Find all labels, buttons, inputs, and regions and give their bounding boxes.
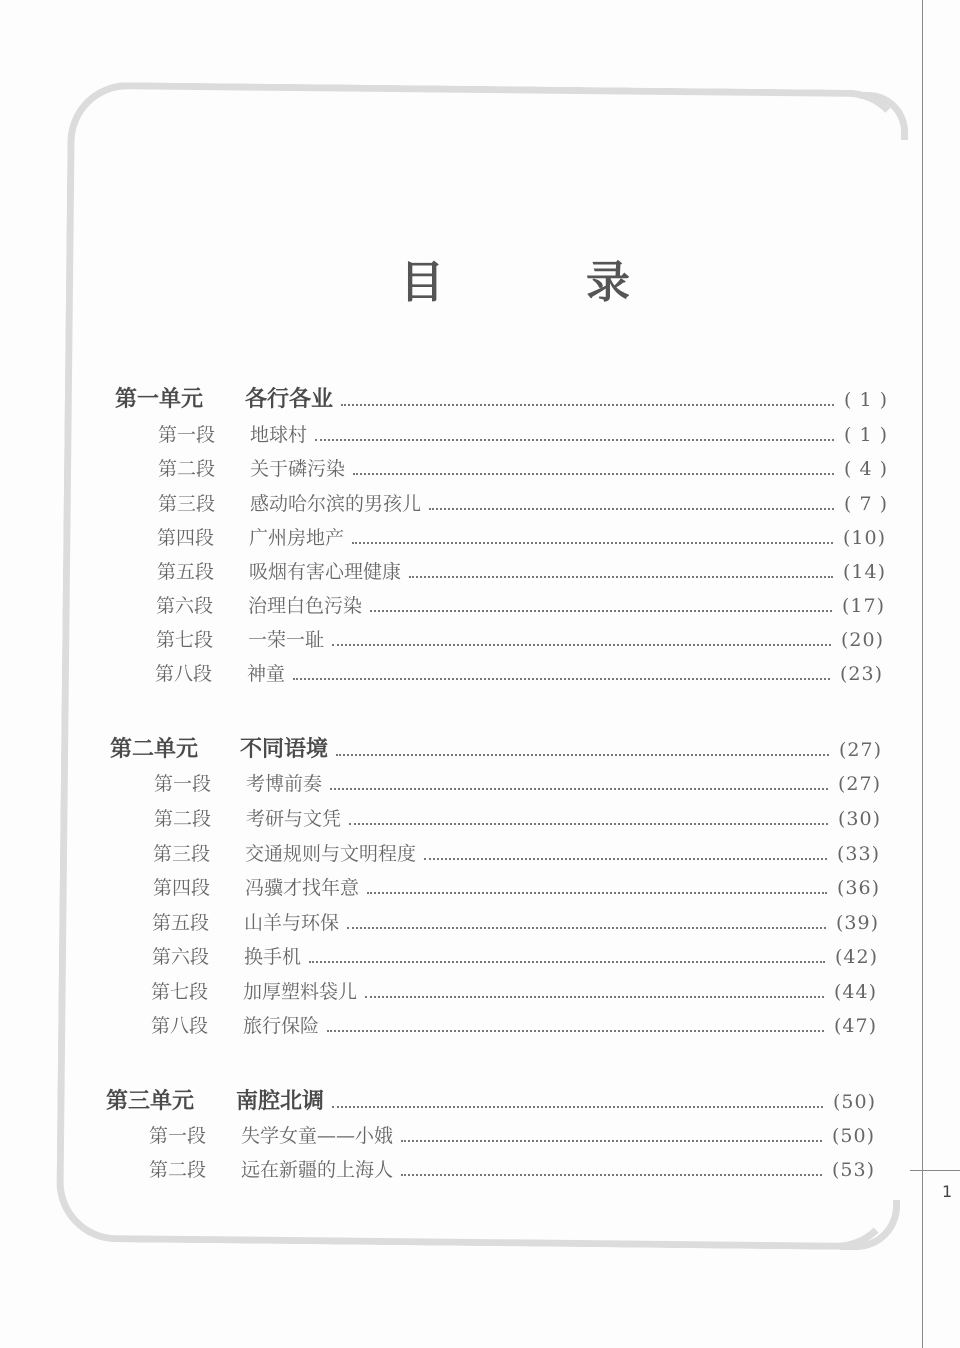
page-title	[400, 246, 630, 310]
section-label: 第七段	[151, 981, 209, 1003]
toc-section[interactable]	[149, 1155, 878, 1182]
section-label: 第四段	[157, 527, 215, 549]
decorative-frame-corner	[860, 92, 908, 140]
section-title: 考研与文凭	[246, 808, 342, 830]
leader-dots	[370, 610, 832, 612]
section-label: 第二段	[149, 1159, 207, 1181]
unit-label: 第二单元	[110, 737, 199, 762]
section-title: 关于磷污染	[250, 458, 346, 480]
section-title: 治理白色污染	[248, 595, 363, 617]
toc-section[interactable]	[157, 523, 889, 550]
toc-section[interactable]	[158, 454, 890, 481]
leader-dots	[349, 823, 828, 825]
page-ref: (27)	[839, 739, 883, 761]
page-ref: (23)	[840, 663, 884, 685]
section-title: 地球村	[250, 424, 308, 446]
section-title: 冯骥才找年意	[245, 877, 360, 899]
section-label: 第三段	[153, 843, 211, 865]
page-edge-line	[922, 0, 923, 1348]
section-label: 第五段	[157, 561, 215, 583]
toc-section[interactable]	[149, 1121, 878, 1148]
page-ref: (50)	[832, 1125, 876, 1147]
section-label: 第八段	[155, 663, 213, 685]
toc-section[interactable]	[155, 659, 886, 686]
decorative-frame-corner	[840, 1200, 900, 1250]
toc-unit-2[interactable]	[110, 732, 885, 763]
leader-dots	[336, 754, 829, 756]
section-label: 第七段	[156, 629, 214, 651]
section-label: 第三段	[158, 493, 216, 515]
section-title: 感动哈尔滨的男孩儿	[250, 493, 422, 515]
toc-section[interactable]	[154, 769, 884, 796]
leader-dots	[327, 1030, 824, 1032]
leader-dots	[365, 996, 824, 998]
section-title: 失学女童——小娥	[241, 1125, 394, 1147]
page-number: 1	[942, 1182, 953, 1201]
section-title: 换手机	[244, 946, 302, 968]
unit-title: 不同语境	[240, 737, 329, 762]
leader-dots	[293, 678, 830, 680]
page-ref: (39)	[836, 912, 880, 934]
leader-dots	[332, 1106, 823, 1108]
page-ref: (36)	[837, 877, 881, 899]
unit-label: 第一单元	[115, 387, 204, 412]
leader-dots	[353, 473, 834, 475]
section-label: 第一段	[149, 1125, 207, 1147]
leader-dots	[332, 644, 831, 646]
leader-dots	[347, 927, 826, 929]
page-ref: (10)	[843, 527, 887, 549]
page-ref: (47)	[834, 1015, 878, 1037]
title-char: 目	[400, 257, 444, 308]
toc-section[interactable]	[158, 489, 890, 516]
page-ref: (20)	[841, 629, 885, 651]
toc-section[interactable]	[156, 591, 888, 618]
page-ref: (17)	[842, 595, 886, 617]
section-title: 吸烟有害心理健康	[249, 561, 402, 583]
toc-section[interactable]	[156, 625, 887, 652]
section-label: 第六段	[156, 595, 214, 617]
leader-dots	[424, 858, 827, 860]
section-title: 加厚塑料袋儿	[243, 981, 358, 1003]
section-label: 第一段	[154, 773, 212, 795]
unit-label: 第三单元	[106, 1089, 195, 1114]
section-label: 第一段	[158, 424, 216, 446]
leader-dots	[401, 1140, 822, 1142]
section-title: 一荣一耻	[248, 629, 325, 651]
section-label: 第八段	[151, 1015, 209, 1037]
toc-section[interactable]	[153, 873, 883, 900]
leader-dots	[309, 961, 825, 963]
leader-dots	[315, 439, 834, 441]
leader-dots	[409, 576, 833, 578]
page-ref: ( 4 )	[844, 458, 888, 480]
page-ref: ( 7 )	[844, 493, 888, 515]
page-ref: (30)	[838, 808, 882, 830]
toc-section[interactable]	[151, 977, 880, 1004]
section-title: 广州房地产	[249, 527, 345, 549]
page-ref: (33)	[837, 843, 881, 865]
section-label: 第四段	[153, 877, 211, 899]
page-ref: (53)	[832, 1159, 876, 1181]
section-label: 第六段	[152, 946, 210, 968]
page-ref: (50)	[833, 1091, 877, 1113]
toc-unit-3[interactable]	[106, 1084, 879, 1115]
toc-section[interactable]	[153, 839, 883, 866]
page-number-divider	[910, 1170, 960, 1171]
page-ref: ( 1 )	[844, 424, 888, 446]
section-title: 考博前奏	[246, 773, 323, 795]
toc-section[interactable]	[152, 942, 881, 969]
toc-unit-1[interactable]	[115, 382, 890, 413]
leader-dots	[330, 788, 828, 790]
unit-title: 各行各业	[245, 387, 334, 412]
section-title: 交通规则与文明程度	[245, 843, 417, 865]
leader-dots	[401, 1174, 822, 1176]
leader-dots	[429, 508, 834, 510]
section-title: 旅行保险	[243, 1015, 320, 1037]
section-label: 第二段	[154, 808, 212, 830]
page-ref: (44)	[834, 981, 878, 1003]
page-ref: ( 1 )	[844, 389, 888, 411]
toc-section[interactable]	[151, 1011, 880, 1038]
leader-dots	[352, 542, 833, 544]
section-title: 远在新疆的上海人	[241, 1159, 394, 1181]
page-ref: (27)	[838, 773, 882, 795]
toc-section[interactable]	[152, 908, 882, 935]
toc-section[interactable]	[154, 804, 884, 831]
unit-title: 南腔北调	[236, 1089, 325, 1114]
page-ref: (42)	[835, 946, 879, 968]
leader-dots	[367, 892, 827, 894]
section-label: 第五段	[152, 912, 210, 934]
toc-section[interactable]	[157, 557, 889, 584]
section-label: 第二段	[158, 458, 216, 480]
toc-section[interactable]	[158, 420, 890, 447]
page-ref: (14)	[843, 561, 887, 583]
section-title: 山羊与环保	[244, 912, 340, 934]
leader-dots	[341, 404, 834, 406]
section-title: 神童	[247, 663, 286, 685]
title-char: 录	[586, 257, 630, 308]
